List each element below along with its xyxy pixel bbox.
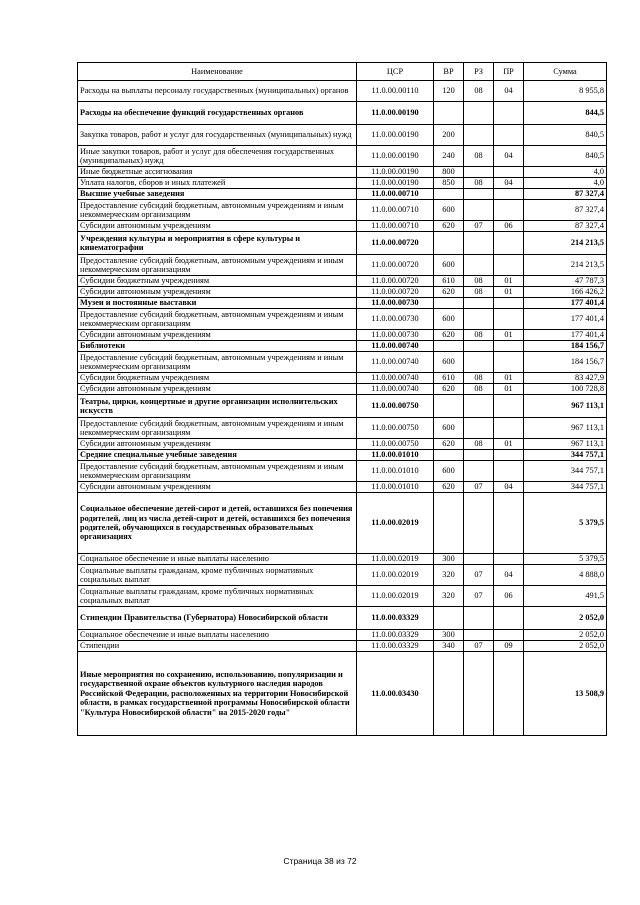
cell-vr (434, 652, 464, 736)
table-row (78, 493, 607, 554)
cell-sum: 840,5 (524, 125, 607, 146)
cell-pr: 09 (494, 641, 524, 652)
table-row (78, 373, 607, 384)
cell-sum: 2 052,0 (524, 641, 607, 652)
cell-csr: 11.0.00.00710 (357, 200, 434, 221)
cell-name: Предоставление субсидий бюджетным, автономным учреждениям и иным некоммерческим организациям (78, 418, 357, 439)
cell-sum: 840,5 (524, 146, 607, 167)
cell-rz (464, 298, 494, 309)
table-row (78, 200, 607, 221)
cell-pr (494, 493, 524, 554)
cell-csr: 11.0.00.00730 (357, 298, 434, 309)
cell-sum: 4,0 (524, 178, 607, 189)
cell-pr (494, 167, 524, 178)
cell-rz (464, 341, 494, 352)
table-row (78, 652, 607, 736)
cell-sum: 4,0 (524, 167, 607, 178)
cell-pr (494, 298, 524, 309)
cell-sum: 47 787,3 (524, 276, 607, 287)
header-vr: ВР (434, 63, 464, 81)
cell-vr (434, 341, 464, 352)
cell-rz (464, 200, 494, 221)
cell-pr (494, 189, 524, 200)
cell-csr: 11.0.00.00720 (357, 287, 434, 298)
cell-vr: 620 (434, 439, 464, 450)
cell-pr (494, 395, 524, 418)
cell-rz: 08 (464, 384, 494, 395)
cell-sum: 344 757,1 (524, 450, 607, 461)
cell-pr: 04 (494, 178, 524, 189)
cell-rz (464, 125, 494, 146)
table-row (78, 565, 607, 586)
cell-sum: 344 757,1 (524, 461, 607, 482)
cell-vr (434, 232, 464, 255)
cell-name: Библиотеки (78, 341, 357, 352)
cell-name: Субсидии автономным учреждениям (78, 330, 357, 341)
cell-rz: 08 (464, 439, 494, 450)
cell-pr: 04 (494, 146, 524, 167)
cell-rz: 07 (464, 221, 494, 232)
table-row (78, 352, 607, 373)
cell-pr (494, 461, 524, 482)
cell-csr: 11.0.00.00190 (357, 125, 434, 146)
table-body (78, 81, 607, 736)
cell-rz: 08 (464, 146, 494, 167)
cell-vr: 120 (434, 81, 464, 102)
cell-name: Субсидии автономным учреждениям (78, 482, 357, 493)
cell-name: Предоставление субсидий бюджетным, автономным учреждениям и иным некоммерческим организациям (78, 461, 357, 482)
cell-csr: 11.0.00.00750 (357, 439, 434, 450)
cell-pr: 01 (494, 330, 524, 341)
table-row (78, 287, 607, 298)
cell-vr: 320 (434, 586, 464, 607)
cell-pr (494, 607, 524, 630)
cell-rz (464, 167, 494, 178)
cell-name: Закупка товаров, работ и услуг для государственных (муниципальных) нужд (78, 125, 357, 146)
cell-pr (494, 232, 524, 255)
cell-csr: 11.0.00.00740 (357, 341, 434, 352)
cell-csr: 11.0.00.03329 (357, 630, 434, 641)
cell-rz (464, 189, 494, 200)
cell-sum: 177 401,4 (524, 298, 607, 309)
cell-name: Музеи и постоянные выставки (78, 298, 357, 309)
cell-vr: 620 (434, 384, 464, 395)
cell-pr: 06 (494, 586, 524, 607)
cell-sum: 166 426,2 (524, 287, 607, 298)
table-row (78, 232, 607, 255)
cell-vr: 610 (434, 276, 464, 287)
cell-name: Стипендии Правительства (Губернатора) Новосибирской области (78, 607, 357, 630)
cell-pr (494, 652, 524, 736)
cell-vr (434, 493, 464, 554)
cell-rz (464, 461, 494, 482)
cell-vr: 600 (434, 309, 464, 330)
cell-vr: 800 (434, 167, 464, 178)
cell-csr: 11.0.00.00750 (357, 395, 434, 418)
cell-name: Учреждения культуры и мероприятия в сфере культуры и кинематографии (78, 232, 357, 255)
cell-vr (434, 607, 464, 630)
cell-vr: 300 (434, 554, 464, 565)
cell-rz (464, 255, 494, 276)
table-row (78, 146, 607, 167)
header-rz: РЗ (464, 63, 494, 81)
cell-csr: 11.0.00.00730 (357, 309, 434, 330)
cell-name: Социальные выплаты гражданам, кроме публичных нормативных социальных выплат (78, 586, 357, 607)
cell-name: Средние специальные учебные заведения (78, 450, 357, 461)
cell-rz (464, 493, 494, 554)
cell-csr: 11.0.00.00710 (357, 221, 434, 232)
cell-vr: 600 (434, 255, 464, 276)
cell-vr: 600 (434, 418, 464, 439)
cell-vr (434, 298, 464, 309)
table-row (78, 221, 607, 232)
cell-name: Субсидии бюджетным учреждениям (78, 373, 357, 384)
cell-rz (464, 418, 494, 439)
cell-rz (464, 607, 494, 630)
cell-pr: 01 (494, 276, 524, 287)
cell-sum: 5 379,5 (524, 554, 607, 565)
cell-vr: 620 (434, 287, 464, 298)
cell-rz (464, 652, 494, 736)
cell-csr: 11.0.00.00710 (357, 189, 434, 200)
cell-sum: 87 327,4 (524, 200, 607, 221)
table-row (78, 450, 607, 461)
cell-sum: 8 955,8 (524, 81, 607, 102)
cell-name: Высшие учебные заведения (78, 189, 357, 200)
cell-rz: 08 (464, 330, 494, 341)
cell-vr (434, 395, 464, 418)
cell-csr: 11.0.00.00110 (357, 81, 434, 102)
cell-pr: 01 (494, 287, 524, 298)
cell-rz (464, 554, 494, 565)
table-row (78, 255, 607, 276)
header-pr: ПР (494, 63, 524, 81)
cell-csr: 11.0.00.02019 (357, 554, 434, 565)
cell-vr: 620 (434, 330, 464, 341)
cell-sum: 177 401,4 (524, 330, 607, 341)
cell-vr: 240 (434, 146, 464, 167)
table-row (78, 641, 607, 652)
cell-pr: 04 (494, 81, 524, 102)
cell-sum: 184 156,7 (524, 341, 607, 352)
table-row (78, 395, 607, 418)
cell-name: Расходы на обеспечение функций государственных органов (78, 102, 357, 125)
cell-rz (464, 102, 494, 125)
table-row (78, 341, 607, 352)
cell-sum: 87 327,4 (524, 221, 607, 232)
table-row (78, 276, 607, 287)
cell-rz: 08 (464, 373, 494, 384)
cell-sum: 967 113,1 (524, 418, 607, 439)
cell-sum: 177 401,4 (524, 309, 607, 330)
header-name: Наименование (78, 63, 357, 81)
table-header-row (78, 63, 607, 81)
cell-csr: 11.0.00.02019 (357, 565, 434, 586)
cell-pr (494, 125, 524, 146)
cell-name: Расходы на выплаты персоналу государственных (муниципальных) органов (78, 81, 357, 102)
table-row (78, 125, 607, 146)
table-row (78, 81, 607, 102)
cell-vr: 600 (434, 352, 464, 373)
cell-rz: 08 (464, 276, 494, 287)
cell-name: Социальное обеспечение и иные выплаты населению (78, 554, 357, 565)
table-row (78, 178, 607, 189)
cell-sum: 4 888,0 (524, 565, 607, 586)
cell-pr (494, 255, 524, 276)
cell-vr (434, 102, 464, 125)
cell-sum: 5 379,5 (524, 493, 607, 554)
table-row (78, 630, 607, 641)
page-number: Страница 38 из 72 (283, 856, 357, 866)
cell-rz (464, 309, 494, 330)
table-row (78, 309, 607, 330)
cell-sum: 214 213,5 (524, 232, 607, 255)
cell-csr: 11.0.00.00730 (357, 330, 434, 341)
cell-csr: 11.0.00.01010 (357, 450, 434, 461)
cell-rz (464, 450, 494, 461)
cell-pr (494, 341, 524, 352)
cell-pr: 01 (494, 439, 524, 450)
cell-name: Субсидии бюджетным учреждениям (78, 276, 357, 287)
cell-pr (494, 200, 524, 221)
table-row (78, 167, 607, 178)
cell-vr: 320 (434, 565, 464, 586)
table-row (78, 330, 607, 341)
cell-vr (434, 189, 464, 200)
cell-vr (434, 450, 464, 461)
cell-vr: 600 (434, 461, 464, 482)
cell-rz (464, 352, 494, 373)
cell-csr: 11.0.00.00740 (357, 352, 434, 373)
table-row (78, 461, 607, 482)
cell-name: Уплата налогов, сборов и иных платежей (78, 178, 357, 189)
cell-pr: 06 (494, 221, 524, 232)
cell-csr: 11.0.00.01010 (357, 461, 434, 482)
cell-name: Социальное обеспечение детей-сирот и детей, оставшихся без попечения родителей, лиц из числа детей-сирот и детей, оставшихся без попечения родителей, обучающихся в государственных образовательных организациях (78, 493, 357, 554)
cell-csr: 11.0.00.01010 (357, 482, 434, 493)
cell-csr: 11.0.00.03329 (357, 641, 434, 652)
cell-pr: 04 (494, 565, 524, 586)
table-row (78, 439, 607, 450)
cell-name: Субсидии автономным учреждениям (78, 221, 357, 232)
cell-rz (464, 395, 494, 418)
cell-vr: 620 (434, 221, 464, 232)
cell-sum: 491,5 (524, 586, 607, 607)
cell-pr (494, 352, 524, 373)
table-row (78, 482, 607, 493)
cell-csr: 11.0.00.03329 (357, 607, 434, 630)
cell-rz (464, 630, 494, 641)
cell-csr: 11.0.00.00750 (357, 418, 434, 439)
table-row (78, 384, 607, 395)
cell-name: Предоставление субсидий бюджетным, автономным учреждениям и иным некоммерческим организациям (78, 255, 357, 276)
cell-sum: 83 427,9 (524, 373, 607, 384)
header-csr: ЦСР (357, 63, 434, 81)
cell-rz: 07 (464, 565, 494, 586)
cell-csr: 11.0.00.00190 (357, 102, 434, 125)
cell-rz: 07 (464, 482, 494, 493)
cell-csr: 11.0.00.00740 (357, 373, 434, 384)
header-sum: Сумма (524, 63, 607, 81)
cell-vr: 340 (434, 641, 464, 652)
cell-vr: 610 (434, 373, 464, 384)
cell-name: Предоставление субсидий бюджетным, автономным учреждениям и иным некоммерческим организациям (78, 200, 357, 221)
cell-csr: 11.0.00.00720 (357, 232, 434, 255)
cell-sum: 13 508,9 (524, 652, 607, 736)
table-row (78, 607, 607, 630)
table-row (78, 586, 607, 607)
cell-pr: 01 (494, 384, 524, 395)
cell-name: Иные бюджетные ассигнования (78, 167, 357, 178)
table-row (78, 298, 607, 309)
cell-vr: 620 (434, 482, 464, 493)
table-row (78, 418, 607, 439)
cell-rz (464, 232, 494, 255)
cell-pr: 04 (494, 482, 524, 493)
cell-sum: 967 113,1 (524, 439, 607, 450)
cell-rz: 07 (464, 586, 494, 607)
cell-pr: 01 (494, 373, 524, 384)
cell-vr: 600 (434, 200, 464, 221)
cell-vr: 200 (434, 125, 464, 146)
cell-pr (494, 102, 524, 125)
cell-csr: 11.0.00.00190 (357, 146, 434, 167)
cell-pr (494, 630, 524, 641)
cell-name: Иные мероприятия по сохранению, использованию, популяризации и государственной охране объектов культурного наследия народов Российской Федерации, расположенных на территории Новосибирской области, в рамках государственной программы Новосибирской области "Культура Новосибирской области" на 2015-2020 годы" (78, 652, 357, 736)
cell-csr: 11.0.00.00720 (357, 255, 434, 276)
cell-rz: 07 (464, 641, 494, 652)
cell-sum: 184 156,7 (524, 352, 607, 373)
cell-csr: 11.0.00.03430 (357, 652, 434, 736)
cell-sum: 2 052,0 (524, 607, 607, 630)
cell-sum: 100 728,8 (524, 384, 607, 395)
cell-pr (494, 418, 524, 439)
cell-rz: 08 (464, 287, 494, 298)
cell-name: Социальные выплаты гражданам, кроме публичных нормативных социальных выплат (78, 565, 357, 586)
table-row (78, 102, 607, 125)
cell-vr: 300 (434, 630, 464, 641)
cell-sum: 344 757,1 (524, 482, 607, 493)
cell-name: Иные закупки товаров, работ и услуг для обеспечения государственных (муниципальных) нужд (78, 146, 357, 167)
cell-sum: 2 052,0 (524, 630, 607, 641)
cell-sum: 214 213,5 (524, 255, 607, 276)
cell-csr: 11.0.00.02019 (357, 493, 434, 554)
cell-vr: 850 (434, 178, 464, 189)
cell-csr: 11.0.00.00190 (357, 178, 434, 189)
cell-sum: 87 327,4 (524, 189, 607, 200)
cell-rz: 08 (464, 81, 494, 102)
table-row (78, 554, 607, 565)
cell-sum: 844,5 (524, 102, 607, 125)
table-row (78, 189, 607, 200)
cell-name: Субсидии автономным учреждениям (78, 384, 357, 395)
cell-sum: 967 113,1 (524, 395, 607, 418)
cell-name: Театры, цирки, концертные и другие организации исполнительских искусств (78, 395, 357, 418)
cell-name: Предоставление субсидий бюджетным, автономным учреждениям и иным некоммерческим организациям (78, 352, 357, 373)
cell-csr: 11.0.00.02019 (357, 586, 434, 607)
cell-name: Социальное обеспечение и иные выплаты населению (78, 630, 357, 641)
cell-name: Стипендии (78, 641, 357, 652)
cell-rz: 08 (464, 178, 494, 189)
budget-table (77, 62, 607, 736)
cell-name: Субсидии автономным учреждениям (78, 439, 357, 450)
cell-pr (494, 554, 524, 565)
cell-csr: 11.0.00.00720 (357, 276, 434, 287)
cell-pr (494, 309, 524, 330)
cell-csr: 11.0.00.00740 (357, 384, 434, 395)
cell-csr: 11.0.00.00190 (357, 167, 434, 178)
cell-name: Предоставление субсидий бюджетным, автономным учреждениям и иным некоммерческим организациям (78, 309, 357, 330)
cell-pr (494, 450, 524, 461)
cell-name: Субсидии автономным учреждениям (78, 287, 357, 298)
